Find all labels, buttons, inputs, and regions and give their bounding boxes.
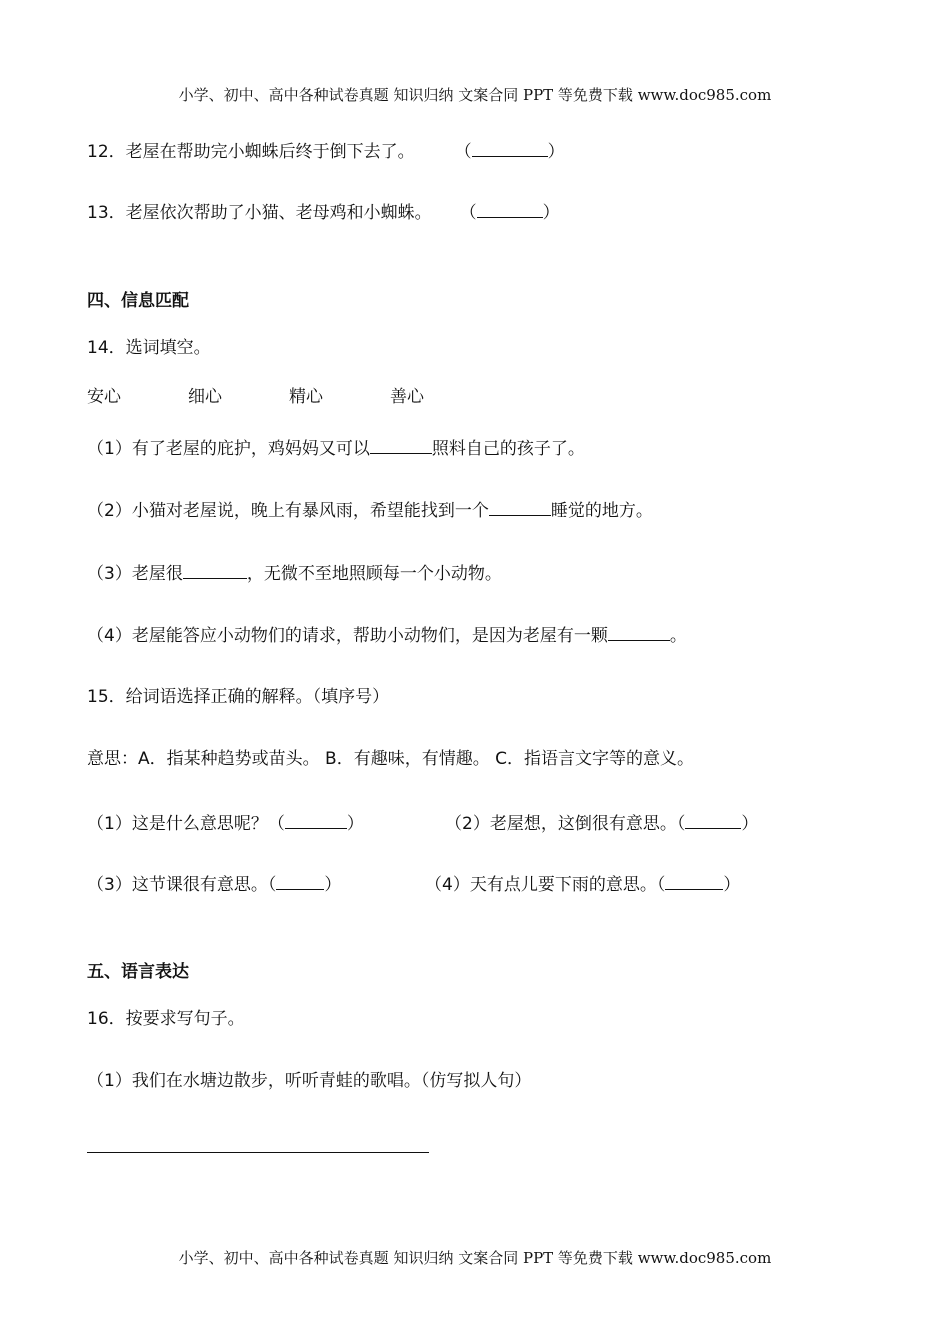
question-15-item-3 — [87, 873, 341, 896]
question-15-item-2 — [445, 812, 758, 835]
item-text: ） — [741, 814, 759, 834]
section-5-title: 五、语言表达 — [87, 962, 189, 982]
item-text: ，无微不至地照顾每一个小动物。 — [246, 564, 502, 584]
question-12-text: 12．老屋在帮助完小蜘蛛后终于倒下去了。 — [87, 142, 415, 162]
paren-open: （ — [454, 142, 472, 162]
paren-close: ） — [542, 203, 560, 223]
fill-blank[interactable] — [370, 437, 432, 454]
item-text: （1）有了老屋的庇护，鸡妈妈又可以 — [87, 439, 370, 459]
item-text: （2）老屋想，这倒很有意思。（ — [445, 814, 686, 834]
question-14-title: 14．选词填空。 — [87, 338, 211, 358]
question-16-title: 16．按要求写句子。 — [87, 1009, 245, 1029]
question-15-item-4 — [425, 873, 740, 896]
question-15-title: 15．给词语选择正确的解释。（填序号） — [87, 687, 390, 707]
question-14-item-1 — [87, 437, 585, 460]
question-13 — [87, 201, 560, 224]
paren-close: ） — [547, 142, 565, 162]
answer-blank[interactable] — [285, 812, 347, 829]
section-4-title: 四、信息匹配 — [87, 291, 189, 311]
answer-writing-line[interactable] — [87, 1152, 429, 1153]
answer-blank-13[interactable] — [477, 201, 543, 218]
question-12 — [87, 140, 565, 163]
item-text: 睡觉的地方。 — [550, 501, 653, 521]
item-text: 。 — [669, 626, 687, 646]
word-option: 安心 — [87, 387, 121, 407]
item-text: （3）老屋很 — [87, 564, 183, 584]
item-text: ） — [723, 875, 741, 895]
question-14-item-4 — [87, 624, 687, 647]
page-header: 小学、初中、高中各种试卷真题 知识归纳 文案合同 PPT 等免费下载 www.doc985.com — [178, 86, 772, 104]
word-option: 善心 — [390, 387, 424, 407]
fill-blank[interactable] — [489, 499, 551, 516]
question-15-item-1 — [87, 812, 364, 835]
word-bank — [87, 386, 491, 408]
meanings-list: 意思：A．指某种趋势或苗头。 B．有趣味，有情趣。 C．指语言文字等的意义。 — [87, 749, 694, 769]
question-14-item-3 — [87, 562, 502, 585]
page-footer: 小学、初中、高中各种试卷真题 知识归纳 文案合同 PPT 等免费下载 www.doc985.com — [178, 1249, 772, 1267]
item-text: （1）这是什么意思呢？（ — [87, 814, 285, 834]
paren-open: （ — [459, 203, 477, 223]
answer-blank[interactable] — [665, 873, 723, 890]
word-option: 精心 — [289, 387, 323, 407]
answer-blank[interactable] — [276, 873, 324, 890]
question-13-text: 13．老屋依次帮助了小猫、老母鸡和小蜘蛛。 — [87, 203, 432, 223]
item-text: （2）小猫对老屋说，晚上有暴风雨，希望能找到一个 — [87, 501, 489, 521]
answer-blank[interactable] — [685, 812, 741, 829]
item-text: ） — [324, 875, 342, 895]
fill-blank[interactable] — [608, 624, 670, 641]
item-text: ） — [346, 814, 364, 834]
fill-blank[interactable] — [183, 562, 247, 579]
item-text: （4）老屋能答应小动物们的请求，帮助小动物们，是因为老屋有一颗 — [87, 626, 608, 646]
item-text: （4）天有点儿要下雨的意思。（ — [425, 875, 666, 895]
question-14-item-2 — [87, 499, 653, 522]
item-text: 照料自己的孩子了。 — [431, 439, 585, 459]
item-text: （3）这节课很有意思。（ — [87, 875, 277, 895]
word-option: 细心 — [188, 387, 222, 407]
question-16-item-1: （1）我们在水塘边散步，听听青蛙的歌唱。（仿写拟人句） — [87, 1071, 532, 1091]
answer-blank-12[interactable] — [472, 140, 548, 157]
